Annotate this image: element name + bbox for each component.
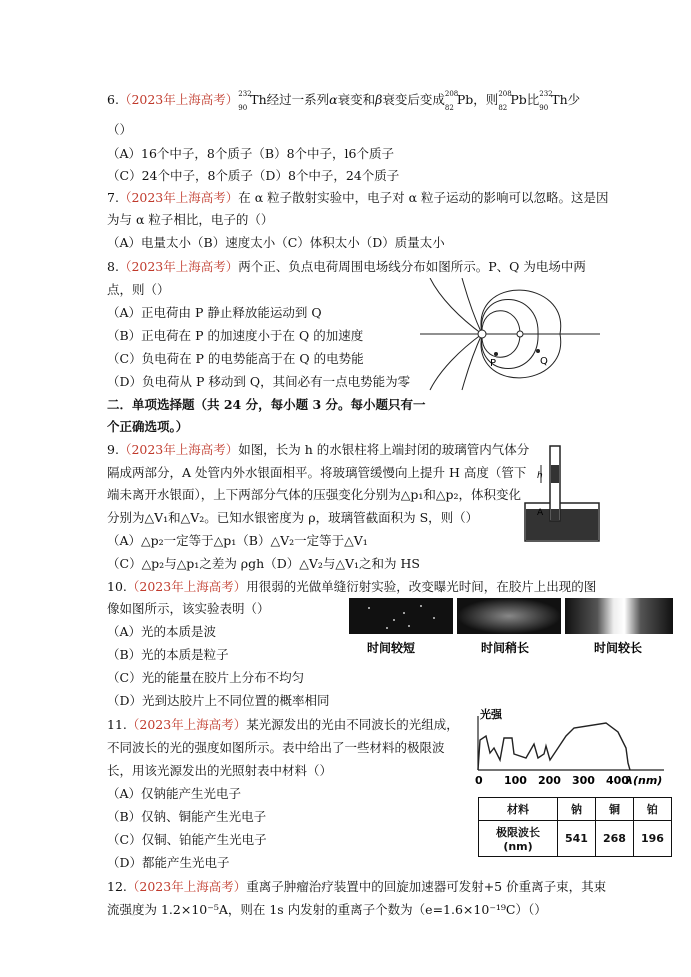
- q10-source: （2023年上海高考）: [126, 579, 247, 594]
- table-row: [479, 798, 672, 821]
- q9-options-cd: （C）△p₂与△p₁之差为 ρgh（D）△V₂与△V₁之和为 HS: [107, 556, 420, 571]
- q9-number: 9.: [107, 442, 119, 457]
- film-medium: [457, 598, 561, 634]
- table-cell: 268: [595, 821, 633, 857]
- text: 比: [526, 92, 540, 107]
- text: 衰变和: [337, 92, 376, 107]
- q8-option-b: （B）正电荷在 P 的加速度小于在 Q 的加速度: [107, 328, 364, 343]
- chart-xlabel: λ(nm): [626, 774, 663, 787]
- q9-stem-3: 端未离开水银面），上下两部分气体的压强变化分别为△p₁和△p₂，体积变化: [107, 487, 522, 502]
- q7-source: （2023年上海高考）: [118, 190, 239, 205]
- tick-400: 400: [606, 774, 629, 787]
- tick-0: 0: [475, 774, 483, 787]
- label-q: Q: [540, 356, 548, 367]
- table-header: 铜: [595, 798, 633, 821]
- q7-number: 7.: [107, 190, 119, 205]
- text: 如图，长为 h 的水银柱将上端封闭的玻璃管内气体分: [238, 442, 530, 457]
- mass-number: 232: [238, 90, 252, 98]
- q9-stem-2: 隔成两部分，A 处管内外水银面相平。将玻璃管缓慢向上提升 H 高度（管下: [107, 465, 527, 480]
- q8-stem-1: [107, 258, 586, 276]
- element-symbol: Pb: [456, 92, 474, 107]
- table-header: 铂: [633, 798, 671, 821]
- electric-field-diagram: [420, 278, 600, 393]
- q9-source: （2023年上海高考）: [118, 442, 239, 457]
- q11-option-c: （C）仅铜、铂能产生光电子: [107, 832, 267, 847]
- section-heading-2: 个正确选项。）: [107, 419, 189, 434]
- element-symbol: Th: [250, 92, 267, 107]
- q10-number: 10.: [107, 579, 127, 594]
- q12-stem-1: [107, 878, 606, 896]
- mass-number: 232: [539, 90, 553, 98]
- text: 少: [567, 92, 581, 107]
- tick-200: 200: [538, 774, 561, 787]
- element-symbol: Th: [551, 92, 568, 107]
- atomic-number: 82: [444, 104, 454, 112]
- film-short: [349, 598, 453, 634]
- q12-stem-2: 流强度为 1.2×10⁻⁵A，则在 1s 内发射的重离子个数为（e=1.6×10⁻¹⁹C）（）: [107, 902, 547, 917]
- text: 衰变后变成: [382, 92, 445, 107]
- caption-short: 时间较短: [367, 641, 416, 655]
- q8-option-a: （A）正电荷由 P 静止释放能运动到 Q: [107, 305, 322, 320]
- atomic-number: 82: [498, 104, 508, 112]
- q8-option-c: （C）负电荷在 P 的电势能高于在 Q 的电势能: [107, 351, 364, 366]
- tick-100: 100: [504, 774, 527, 787]
- table-cell: 541: [558, 821, 596, 857]
- table-cell: 极限波长(nm): [479, 821, 558, 857]
- q6-source: （2023年上海高考）: [118, 92, 239, 107]
- label-h: h: [537, 471, 543, 481]
- diffraction-images: [349, 598, 674, 658]
- q6-options-cd: （C）24个中子，8个质子（D）8个中子，24个质子: [107, 168, 400, 183]
- q9-options-ab: （A）△p₂一定等于△p₁（B）△V₂一定等于△V₁: [107, 533, 368, 548]
- q11-stem-1: [107, 716, 459, 734]
- element-symbol: Pb: [510, 92, 527, 107]
- q8-source: （2023年上海高考）: [118, 259, 239, 274]
- chart-ylabel: 光强: [480, 708, 502, 721]
- q11-option-a: （A）仅钠能产生光电子: [107, 786, 242, 801]
- q6-stem: [107, 90, 581, 112]
- q11-stem-2: 不同波长的光的强度如图所示。表中给出了一些材料的极限波: [107, 740, 445, 755]
- label-a: A: [537, 508, 544, 518]
- film-long: [565, 598, 673, 634]
- spectrum-chart: [466, 708, 676, 788]
- alpha-symbol: α: [329, 92, 338, 107]
- text: 重离子肿瘤治疗装置中的回旋加速器可发射+5 价重离子束，其束: [246, 879, 607, 894]
- text: 两个正、负点电荷周围电场线分布如图所示。P、Q 为电场中两: [238, 259, 586, 274]
- q12-source: （2023年上海高考）: [126, 879, 247, 894]
- text: 经过一系列: [266, 92, 330, 107]
- q6-options-ab: （A）16个中子，8个质子（B）8个中子，l6个质子: [107, 146, 394, 161]
- q10-option-b: （B）光的本质是粒子: [107, 647, 229, 662]
- q10-option-d: （D）光到达胶片上不同位置的概率相同: [107, 693, 330, 708]
- text: 在 α 粒子散射实验中，电子对 α 粒子运动的影响可以忽略。这是因: [238, 190, 609, 205]
- q8-option-d: （D）负电荷从 P 移动到 Q，其间必有一点电势能为零: [107, 374, 411, 389]
- q10-stem-2: 像如图所示，该实验表明（）: [107, 601, 270, 616]
- table-row: [479, 821, 672, 857]
- nuclide-pb-208: [498, 90, 527, 112]
- nuclide-th-232: [238, 90, 267, 112]
- atomic-number: 90: [238, 104, 248, 112]
- q11-stem-3: 长，用该光源发出的光照射表中材料（）: [107, 763, 333, 778]
- q6-paren: （）: [107, 122, 133, 137]
- beta-symbol: β: [375, 92, 383, 107]
- q7-stem-1: [107, 189, 609, 207]
- material-table: [478, 797, 672, 857]
- mass-number: 208: [444, 90, 459, 98]
- q11-number: 11.: [107, 717, 127, 732]
- mass-number: 208: [498, 90, 512, 98]
- q11-option-b: （B）仅钠、铜能产生光电子: [107, 809, 267, 824]
- q8-stem-2: 点，则（）: [107, 282, 170, 297]
- q8-number: 8.: [107, 259, 119, 274]
- nuclide-pb-208: [444, 90, 474, 112]
- q9-stem-1: [107, 441, 529, 459]
- label-p: P: [490, 358, 497, 369]
- q9-stem-4: 分别为△V₁和△V₂。已知水银密度为 ρ，玻璃管截面积为 S，则（）: [107, 510, 479, 525]
- q7-options: （A）电量太小（B）速度太小（C）体积太小（D）质量太小: [107, 235, 445, 250]
- table-cell: 196: [633, 821, 671, 857]
- table-header: 材料: [479, 798, 558, 821]
- text: 某光源发出的光由不同波长的光组成，: [246, 717, 459, 732]
- caption-medium: 时间稍长: [481, 641, 530, 655]
- atomic-number: 90: [539, 104, 549, 112]
- text: ，则: [473, 92, 499, 107]
- q10-option-c: （C）光的能量在胶片上分布不均匀: [107, 670, 305, 685]
- q11-source: （2023年上海高考）: [126, 717, 247, 732]
- section-heading-1: 二．单项选择题（共 24 分，每小题 3 分。每小题只有一: [107, 397, 426, 412]
- q7-stem-2: 为与 α 粒子相比，电子的（）: [107, 212, 274, 227]
- q10-option-a: （A）光的本质是波: [107, 624, 217, 639]
- table-header: 钠: [558, 798, 596, 821]
- q11-option-d: （D）都能产生光电子: [107, 855, 230, 870]
- caption-long: 时间较长: [594, 641, 643, 655]
- q12-number: 12.: [107, 879, 127, 894]
- tick-300: 300: [572, 774, 595, 787]
- text: 用很弱的光做单缝衍射实验，改变曝光时间，在胶片上出现的图: [246, 579, 597, 594]
- q10-stem-1: [107, 578, 596, 596]
- q6-number: 6.: [107, 92, 119, 107]
- nuclide-th-232: [539, 90, 568, 112]
- mercury-tube-diagram: [523, 443, 601, 543]
